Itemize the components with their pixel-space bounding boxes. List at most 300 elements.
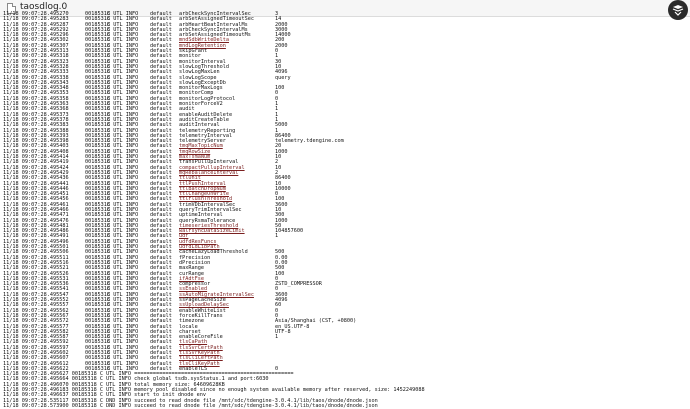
log-value: 0: [275, 307, 279, 314]
log-level: C UTL INFO: [107, 339, 139, 346]
log-key: slowLogScope: [179, 74, 217, 81]
log-pid: 00185318: [85, 291, 110, 298]
log-pid: 00185318: [85, 244, 110, 251]
log-timestamp: 11/18 09:07:28.495582: [3, 328, 69, 335]
log-key: enableAuditDelete: [179, 111, 233, 118]
log-pid: 00185318: [85, 222, 110, 229]
log-pid: 00185318: [85, 21, 110, 28]
log-value: 86400: [275, 175, 291, 182]
log-value: ZSTD_COMPRESSOR: [275, 281, 322, 288]
log-timestamp: 11/18 09:07:28.495567: [3, 312, 69, 319]
log-value: 3600: [275, 201, 288, 208]
log-source: default: [150, 111, 172, 118]
log-timestamp: 11/18 09:07:28.495491: [3, 233, 69, 240]
log-source: default: [150, 191, 172, 198]
log-value: 10: [275, 63, 282, 70]
log-key: slowLogThreshold: [179, 63, 229, 70]
log-value: 14: [275, 16, 282, 23]
log-source: default: [150, 201, 172, 208]
log-level: C UTL INFO: [107, 360, 139, 367]
log-timestamp: 11/18 09:07:28.495296: [3, 32, 69, 39]
log-source: default: [150, 365, 172, 372]
log-key: arbSetAssignedTimeoutMs: [179, 32, 251, 39]
log-pid: 00185318: [85, 191, 110, 198]
log-timestamp: 11/18 09:07:28.495486: [3, 228, 69, 235]
log-timestamp: 11/18 09:07:28.495302: [3, 37, 69, 44]
log-value: 1: [275, 53, 279, 60]
log-source: default: [150, 344, 172, 351]
log-timestamp: 11/18 09:07:28.495441: [3, 180, 69, 187]
log-timestamp: 11/18 09:07:28.495612: [3, 360, 69, 367]
log-timestamp: 11/18 09:07:28.495408: [3, 148, 69, 155]
log-timestamp: 11/18 09:07:28.495461: [3, 201, 69, 208]
log-line-trailer: 11/18 09:07:28.496183 00185318 C UTL INFO memory pool disabled since no enough system available memory after reserved, size: 1452249088: [3, 387, 425, 394]
log-level: C UTL INFO: [107, 302, 139, 309]
log-level: C UTL INFO: [107, 58, 139, 65]
log-pid: 00185318: [85, 37, 110, 44]
log-timestamp: 11/18 09:07:28.495283: [3, 16, 69, 23]
log-timestamp: 11/18 09:07:28.495572: [3, 318, 69, 325]
log-pid: 00185318: [85, 101, 110, 108]
log-value: 1000: [275, 148, 288, 155]
log-level: C UTL INFO: [107, 291, 139, 298]
log-key: ssEnabled: [179, 286, 208, 293]
log-value: 10: [275, 206, 282, 213]
log-key: forceKillTrans: [179, 312, 223, 319]
log-timestamp: 11/18 09:07:28.495388: [3, 127, 69, 134]
log-source: default: [150, 281, 172, 288]
log-pid: 00185318: [85, 106, 110, 113]
log-pid: 00185318: [85, 201, 110, 208]
log-key: slowLogExceptDb: [179, 79, 226, 86]
log-pid: 00185318: [85, 217, 110, 224]
log-level: C UTL INFO: [107, 95, 139, 102]
log-key: tlsSvrCertPath: [179, 344, 223, 351]
log-level: C UTL INFO: [107, 191, 139, 198]
log-key: tlsCliCertPath: [179, 355, 223, 362]
log-timestamp: 11/18 09:07:28.495343: [3, 79, 69, 86]
log-source: default: [150, 275, 172, 282]
log-source: default: [150, 138, 172, 145]
log-pid: 00185318: [85, 79, 110, 86]
log-source: default: [150, 323, 172, 330]
log-timestamp: 11/18 09:07:28.495373: [3, 111, 69, 118]
log-pid: 00185318: [85, 265, 110, 272]
log-level: C UTL INFO: [107, 132, 139, 139]
log-source: default: [150, 164, 172, 171]
log-level: C UTL INFO: [107, 307, 139, 314]
log-pid: 00185318: [85, 360, 110, 367]
log-value: 1: [275, 116, 279, 123]
log-level: C UTL INFO: [107, 116, 139, 123]
log-timestamp: 11/18 09:07:28.495552: [3, 297, 69, 304]
log-timestamp: 11/18 09:07:28.495323: [3, 58, 69, 65]
log-key: telemetryReporting: [179, 127, 236, 134]
log-pid: 00185318: [85, 318, 110, 325]
log-value: 1: [275, 106, 279, 113]
log-timestamp: 11/18 09:07:28.495622: [3, 365, 69, 372]
log-key: compactPullupInterval: [179, 164, 245, 171]
log-level: C UTL INFO: [107, 365, 139, 372]
log-value: 0: [275, 312, 279, 319]
log-value: 3: [275, 11, 279, 17]
log-pid: 00185318: [85, 302, 110, 309]
log-source: default: [150, 85, 172, 92]
log-key: monitor: [179, 53, 201, 60]
log-value: 14000: [275, 32, 291, 39]
log-pid: 00185318: [85, 328, 110, 335]
log-source: default: [150, 206, 172, 213]
log-value: 1: [275, 334, 279, 341]
log-pid: 00185318: [85, 254, 110, 261]
log-level: C UTL INFO: [107, 265, 139, 272]
log-level: C UTL INFO: [107, 106, 139, 113]
log-pid: 00185318: [85, 143, 110, 150]
log-level: C UTL INFO: [107, 238, 139, 245]
log-value: 0: [275, 191, 279, 198]
log-source: default: [150, 143, 172, 150]
log-pid: 00185318: [85, 185, 110, 192]
log-key: timeseriesThreshold: [179, 222, 239, 229]
log-level: C UTL INFO: [107, 259, 139, 266]
log-timestamp: 11/18 09:07:28.495541: [3, 286, 69, 293]
log-level: C UTL INFO: [107, 318, 139, 325]
log-pid: 00185318: [85, 48, 110, 55]
log-level: C UTL INFO: [107, 159, 139, 166]
log-key: trimVDbIntervalSec: [179, 201, 236, 208]
log-level: C UTL INFO: [107, 79, 139, 86]
log-source: default: [150, 48, 172, 55]
log-source: default: [150, 238, 172, 245]
log-key: arbSetAssignedTimeoutSec: [179, 16, 254, 23]
log-pid: 00185318: [85, 122, 110, 129]
log-timestamp: 11/18 09:07:28.495318: [3, 53, 69, 60]
log-level: C UTL INFO: [107, 21, 139, 28]
log-timestamp: 11/18 09:07:28.495398: [3, 138, 69, 145]
log-value: 2: [275, 169, 279, 176]
log-source: default: [150, 318, 172, 325]
log-pid: 00185318: [85, 228, 110, 235]
log-pid: 00185318: [85, 175, 110, 182]
log-pid: 00185318: [85, 312, 110, 319]
log-timestamp: 11/18 09:07:28.495292: [3, 26, 69, 33]
log-pid: 00185318: [85, 233, 110, 240]
log-value: Asia/Shanghai (CST, +0800): [275, 318, 357, 325]
log-timestamp: 11/18 09:07:28.495451: [3, 191, 69, 198]
log-source: default: [150, 116, 172, 123]
log-pid: 00185318: [85, 90, 110, 97]
log-source: default: [150, 228, 172, 235]
log-value: 3000: [275, 26, 288, 33]
log-pid: 00185318: [85, 281, 110, 288]
log-level: C UTL INFO: [107, 286, 139, 293]
log-value: 10000: [275, 185, 291, 192]
log-source: default: [150, 185, 172, 192]
log-key: arbCheckSyncIntervalMs: [179, 26, 248, 33]
log-source: default: [150, 302, 172, 309]
log-value: 30: [275, 58, 282, 65]
log-key: auditCreateTable: [179, 116, 229, 123]
log-source: default: [150, 11, 172, 17]
log-pid: 00185318: [85, 116, 110, 123]
log-timestamp: 11/18 09:07:28.495456: [3, 196, 69, 203]
log-key: cacheLazyLoadThreshold: [179, 249, 248, 256]
log-timestamp: 11/18 09:07:28.495496: [3, 238, 69, 245]
log-source: default: [150, 63, 172, 70]
log-pid: 00185318: [85, 138, 110, 145]
log-key: auditInterval: [179, 122, 220, 129]
log-source: default: [150, 90, 172, 97]
log-timestamp: 11/18 09:07:28.495466: [3, 206, 69, 213]
log-timestamp: 11/18 09:07:28.495531: [3, 275, 69, 282]
log-pid: 00185318: [85, 307, 110, 314]
log-source: default: [150, 32, 172, 39]
log-timestamp: 11/18 09:07:28.495536: [3, 281, 69, 288]
log-timestamp: 11/18 09:07:28.495592: [3, 339, 69, 346]
log-pid: 00185318: [85, 334, 110, 341]
log-value: 5000: [275, 122, 288, 129]
log-pid: 00185318: [85, 148, 110, 155]
log-source: default: [150, 159, 172, 166]
log-level: C UTL INFO: [107, 16, 139, 23]
log-timestamp: 11/18 09:07:28.495429: [3, 169, 69, 176]
log-value: 200: [275, 37, 285, 44]
log-timestamp: 11/18 09:07:28.495333: [3, 69, 69, 76]
window-title: taosdlog.0: [20, 2, 68, 12]
log-timestamp: 11/18 09:07:28.495547: [3, 291, 69, 298]
log-key: uptimeInterval: [179, 212, 223, 219]
log-pid: 00185318: [85, 169, 110, 176]
log-level: C UTL INFO: [107, 185, 139, 192]
log-timestamp: 11/18 09:07:28.495471: [3, 212, 69, 219]
log-key: tlsCaPath: [179, 339, 208, 346]
log-level: C UTL INFO: [107, 344, 139, 351]
log-source: default: [150, 53, 172, 60]
log-source: default: [150, 95, 172, 102]
app-logo-icon[interactable]: [668, 0, 688, 20]
log-timestamp: 11/18 09:07:28.495287: [3, 21, 69, 28]
log-source: default: [150, 307, 172, 314]
log-timestamp: 11/18 09:07:28.495383: [3, 122, 69, 129]
log-source: default: [150, 16, 172, 23]
log-timestamp: 11/18 09:07:28.495481: [3, 222, 69, 229]
log-timestamp: 11/18 09:07:28.495270: [3, 11, 69, 17]
log-level: C UTL INFO: [107, 328, 139, 335]
log-pid: 00185318: [85, 32, 110, 39]
log-level: C UTL INFO: [107, 270, 139, 277]
log-line-trailer: 11/18 09:07:28.495664 00185318 C UTL INFO check global tsdb.sysStatus.1 and port:6030: [3, 376, 269, 383]
log-level: C UTL INFO: [107, 69, 139, 76]
log-value: 0: [275, 48, 279, 55]
log-level: C UTL INFO: [107, 101, 139, 108]
log-value: 1: [275, 111, 279, 118]
log-source: default: [150, 334, 172, 341]
log-key: queryTrimIntervalSec: [179, 206, 242, 213]
log-level: C UTL INFO: [107, 312, 139, 319]
log-pid: 00185318: [85, 127, 110, 134]
log-pid: 00185318: [85, 259, 110, 266]
log-key: monitorForceV2: [179, 101, 223, 108]
log-source: default: [150, 132, 172, 139]
log-timestamp: 11/18 09:07:28.495501: [3, 244, 69, 251]
log-pid: 00185318: [85, 26, 110, 33]
log-timestamp: 11/18 09:07:28.495521: [3, 265, 69, 272]
log-key: ttlPushInterval: [179, 180, 226, 187]
log-key: tlsSvrKeyPath: [179, 350, 220, 356]
log-level: C UTL INFO: [107, 249, 139, 256]
log-value: 1: [275, 127, 279, 134]
log-source: default: [150, 312, 172, 319]
log-key: ttlBatchDropNum: [179, 185, 226, 192]
log-pid: 00185318: [85, 323, 110, 330]
log-source: default: [150, 180, 172, 187]
log-key: ttlFlushThreshold: [179, 196, 233, 203]
log-value: 4096: [275, 297, 288, 304]
log-pid: 00185318: [85, 212, 110, 219]
log-key: enableWhiteList: [179, 307, 226, 314]
log-pid: 00185318: [85, 339, 110, 346]
log-pid: 00185318: [85, 74, 110, 81]
log-value: 10: [275, 154, 282, 161]
log-key: udfdLdLibPath: [179, 244, 220, 251]
log-level: C UTL INFO: [107, 254, 139, 261]
log-key: queryRsmaTolerance: [179, 217, 236, 224]
log-value: 50: [275, 222, 282, 229]
log-timestamp: 11/18 09:07:28.495358: [3, 95, 69, 102]
log-value: 500: [275, 249, 285, 256]
log-key: mndLogRetention: [179, 42, 226, 49]
log-source: default: [150, 222, 172, 229]
log-timestamp: 11/18 09:07:28.495577: [3, 323, 69, 330]
log-key: ssAutoMigrateIntervalSec: [179, 291, 254, 298]
log-line-trailer: 11/18 09:07:28.496637 00185318 C UTL INFO start to init dnode env: [3, 392, 207, 399]
log-key: tlsCliKeyPath: [179, 360, 220, 367]
log-level: C UTL INFO: [107, 217, 139, 224]
log-source: default: [150, 244, 172, 251]
log-key: charset: [179, 328, 201, 335]
log-level: C UTL INFO: [107, 275, 139, 282]
log-source: default: [150, 360, 172, 367]
log-pid: 00185318: [85, 270, 110, 277]
log-key: maxTsmaNum: [179, 154, 211, 161]
log-pid: 00185318: [85, 350, 110, 356]
log-source: default: [150, 328, 172, 335]
log-pid: 00185318: [85, 132, 110, 139]
log-key: transPullupInterval: [179, 159, 239, 166]
log-timestamp: 11/18 09:07:28.495511: [3, 254, 69, 261]
log-level: C UTL INFO: [107, 148, 139, 155]
log-level: C UTL INFO: [107, 90, 139, 97]
log-value: 0: [275, 365, 279, 372]
log-source: default: [150, 101, 172, 108]
log-timestamp: 11/18 09:07:28.495476: [3, 217, 69, 224]
log-pid: 00185318: [85, 95, 110, 102]
log-level: C UTL INFO: [107, 244, 139, 251]
log-source: default: [150, 217, 172, 224]
log-level: C UTL INFO: [107, 37, 139, 44]
log-key: timezone: [179, 318, 204, 325]
log-pid: 00185318: [85, 16, 110, 23]
log-level: C UTL INFO: [107, 233, 139, 240]
log-timestamp: 11/18 09:07:28.495436: [3, 175, 69, 182]
log-key: mndSdbWriteDelta: [179, 37, 229, 44]
log-value: query: [275, 74, 291, 81]
log-value: 2: [275, 159, 279, 166]
log-level: C UTL INFO: [107, 32, 139, 39]
log-value: 1: [275, 101, 279, 108]
log-pid: 00185318: [85, 154, 110, 161]
log-value: 86400: [275, 132, 291, 139]
log-timestamp: 11/18 09:07:28.495419: [3, 159, 69, 166]
log-key: monitorComp: [179, 90, 214, 97]
log-pid: 00185318: [85, 42, 110, 49]
log-key: ttlUnit: [179, 175, 201, 182]
log-key: ttlChangeOnWrite: [179, 191, 229, 198]
log-level: C UTL INFO: [107, 164, 139, 171]
log-source: default: [150, 58, 172, 65]
log-pid: 00185318: [85, 297, 110, 304]
log-pid: 00185318: [85, 11, 110, 17]
log-key: dPrecision: [179, 259, 211, 266]
log-value: 300: [275, 212, 285, 219]
log-key: monitorLogProtocol: [179, 95, 236, 102]
log-level: C UTL INFO: [107, 222, 139, 229]
log-level: C UTL INFO: [107, 111, 139, 118]
log-level: C UTL INFO: [107, 334, 139, 341]
log-line-trailer: 11/18 09:07:28.496070 00185318 C UTL INFO total memory size: 64609628KB: [3, 381, 225, 388]
log-value: 2000: [275, 21, 288, 28]
log-timestamp: 11/18 09:07:28.495338: [3, 74, 69, 81]
log-key: fPrecision: [179, 254, 211, 261]
log-pid: 00185318: [85, 53, 110, 60]
log-level: C UTL INFO: [107, 206, 139, 213]
log-timestamp: 11/18 09:07:28.495506: [3, 249, 69, 256]
log-level: C UTL INFO: [107, 53, 139, 60]
log-value: 1: [275, 233, 279, 240]
log-pid: 00185318: [85, 206, 110, 213]
log-line-trailer: 11/18 09:07:28.573900 00185318 C DND INFO succeed to read dnode file /mnt/sdc/tdengine-3.0.4.1/lib/taos/dnode/dnode.json: [3, 402, 378, 409]
log-key: arbHeartBeatIntervalMs: [179, 21, 248, 28]
log-view[interactable]: [3, 11, 653, 409]
log-source: default: [150, 286, 172, 293]
log-key: skipGrant: [179, 48, 208, 55]
log-source: default: [150, 270, 172, 277]
log-timestamp: 11/18 09:07:28.495424: [3, 164, 69, 171]
log-value: 0: [275, 95, 279, 102]
log-timestamp: 11/18 09:07:28.495348: [3, 85, 69, 92]
log-pid: 00185318: [85, 111, 110, 118]
log-source: default: [150, 154, 172, 161]
log-key: enableTLS: [179, 365, 208, 372]
log-key: udfdResFuncs: [179, 238, 217, 245]
log-key: tmqMaxTopicNum: [179, 143, 223, 150]
log-level: C UTL INFO: [107, 180, 139, 187]
log-timestamp: 11/18 09:07:28.495393: [3, 132, 69, 139]
log-line-trailer: 11/18 09:07:28.535117 00185318 C DND INFO succeed to read dnode file /mnt/sdc/tdengine-3.0.4.1/lib/taos/dnode/dnode.json: [3, 397, 378, 404]
log-source: default: [150, 249, 172, 256]
log-value: 100: [275, 196, 285, 203]
log-key: udf: [179, 233, 189, 240]
log-level: C UTL INFO: [107, 228, 139, 235]
log-key: enableCoreFile: [179, 334, 223, 341]
log-timestamp: 11/18 09:07:28.495597: [3, 344, 69, 351]
log-timestamp: 11/18 09:07:28.495328: [3, 63, 69, 70]
log-source: default: [150, 21, 172, 28]
log-source: default: [150, 212, 172, 219]
log-timestamp: 11/18 09:07:28.495378: [3, 116, 69, 123]
log-key: monitorInterval: [179, 58, 226, 65]
log-level: C UTL INFO: [107, 212, 139, 219]
